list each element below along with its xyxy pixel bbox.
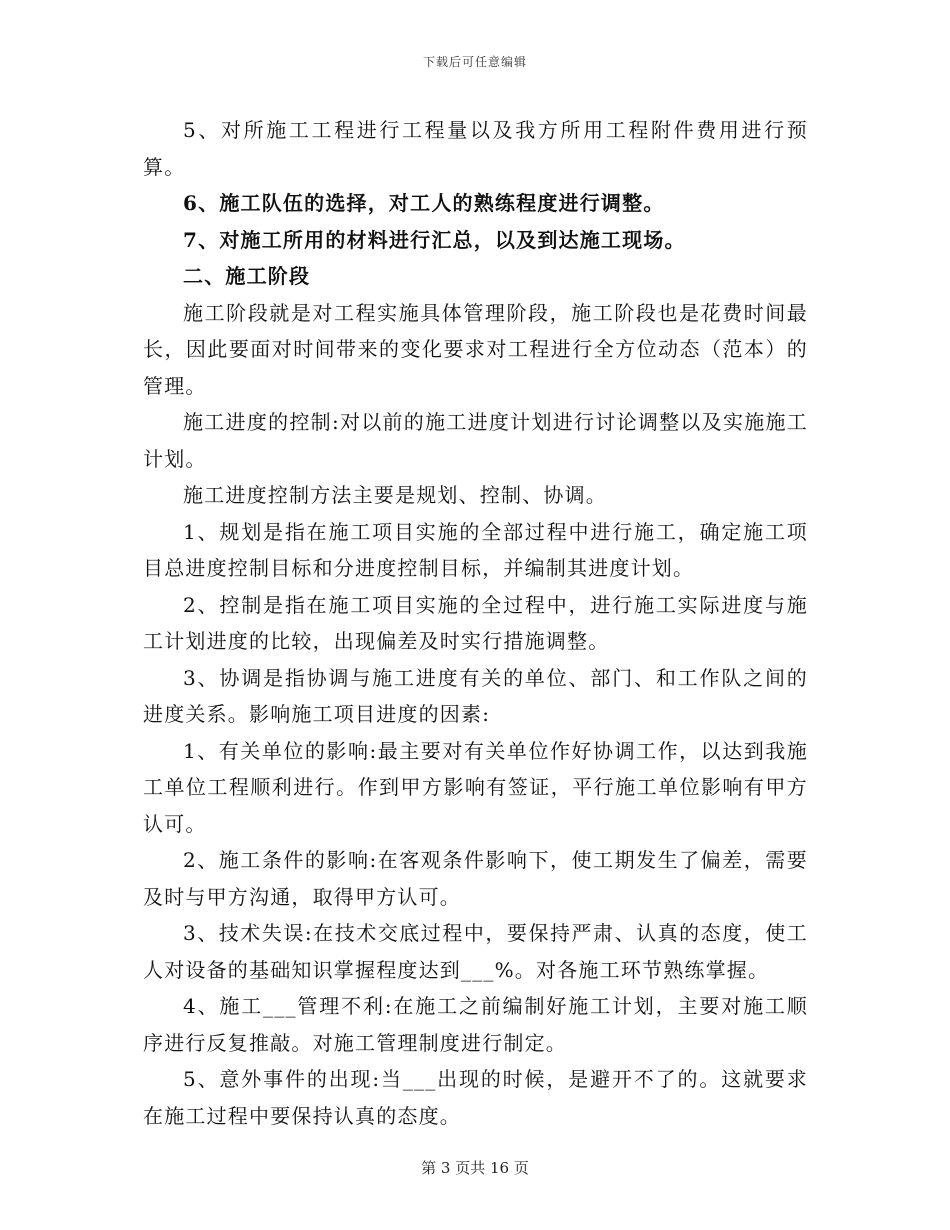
page-footer: 第 3 页共 16 页 <box>421 1159 529 1177</box>
paragraph: 2、控制是指在施工项目实施的全过程中，进行施工实际进度与施工计划进度的比较，出现偏差及时实行措施调整。 <box>143 592 808 653</box>
paragraph: 3、协调是指协调与施工进度有关的单位、部门、和工作队之间的进度关系。影响施工项目进度的因素: <box>143 665 808 726</box>
paragraph: 7、对施工所用的材料进行汇总，以及到达施工现场。 <box>183 227 686 252</box>
paragraph: 5、对所施工工程进行工程量以及我方所用工程附件费用进行预算。 <box>143 118 808 179</box>
paragraph: 2、施工条件的影响:在客观条件影响下，使工期发生了偏差，需要及时与甲方沟通，取得甲方认可。 <box>143 848 808 909</box>
section-heading: 二、施工阶段 <box>183 264 311 288</box>
paragraph: 3、技术失误:在技术交底过程中，要保持严肃、认真的态度，使工人对设备的基础知识掌握程度达到___%。对各施工环节熟练掌握。 <box>143 921 808 982</box>
paragraph: 1、有关单位的影响:最主要对有关单位作好协调工作，以达到我施工单位工程顺利进行。作到甲方影响有签证，平行施工单位影响有甲方认可。 <box>143 738 808 836</box>
paragraph: 5、意外事件的出现:当___出现的时候，是避开不了的。这就要求在施工过程中要保持认真的态度。 <box>143 1067 808 1128</box>
paragraph: 1、规划是指在施工项目实施的全部过程中进行施工，确定施工项目总进度控制目标和分进度控制目标，并编制其进度计划。 <box>143 519 808 580</box>
paragraph: 施工阶段就是对工程实施具体管理阶段，施工阶段也是花费时间最长，因此要面对时间带来的变化要求对工程进行全方位动态（范本）的管理。 <box>143 300 808 398</box>
paragraph: 6、施工队伍的选择，对工人的熟练程度进行调整。 <box>183 191 665 215</box>
paragraph: 施工进度的控制:对以前的施工进度计划进行讨论调整以及实施施工计划。 <box>143 410 808 471</box>
paragraph: 施工进度控制方法主要是规划、控制、协调。 <box>183 483 607 507</box>
document-body <box>143 112 808 1134</box>
paragraph: 4、施工___管理不利:在施工之前编制好施工计划，主要对施工顺序进行反复推敲。对施工管理制度进行制定。 <box>143 994 808 1055</box>
page-header: 下载后可任意编辑 <box>422 55 527 69</box>
